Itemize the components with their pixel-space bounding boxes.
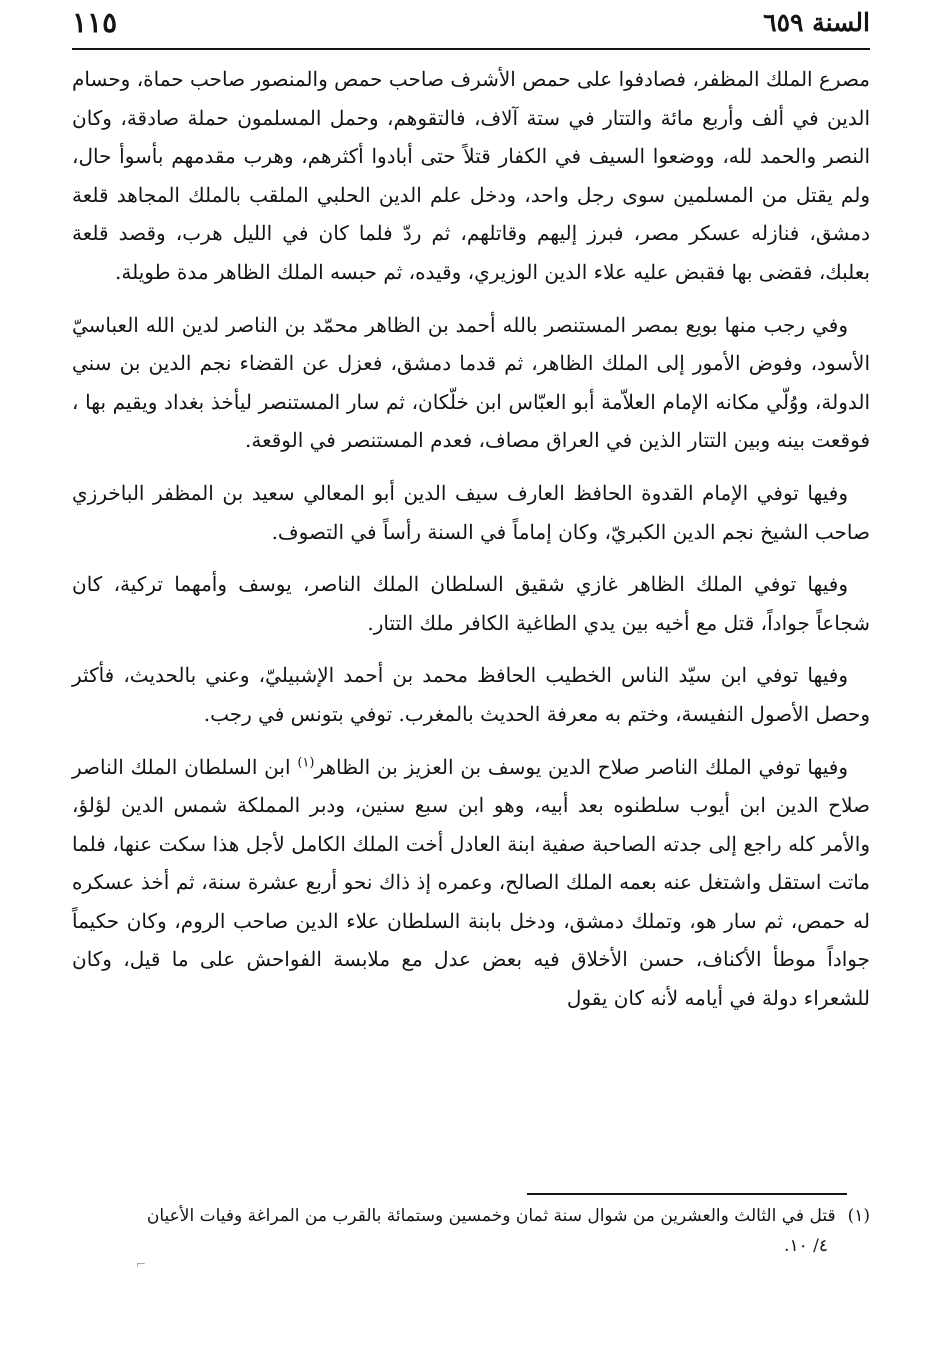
paragraph: وفيها توفي ابن سيّد الناس الخطيب الحافظ محمد بن أحمد الإشبيليّ، وعني بالحديث، فأكثر وحصل الأصول النفيسة، وختم به معرفة الحديث بالمغرب. توفي بتونس في رجب. [72,663,870,726]
footnote-reference: (١) [297,754,315,770]
paragraph [72,748,870,1018]
running-header [72,6,870,44]
paragraph-text: وفيها توفي الملك الناصر صلاح الدين يوسف بن العزيز بن الظاهر [314,754,848,779]
header-rule [72,48,870,50]
page-number: ١١٥ [72,6,118,39]
running-title: السنة ٦٥٩ [763,8,870,37]
scan-mark: ⌐ [136,1257,147,1271]
paragraph: وفيها توفي الملك الظاهر غازي شقيق السلطان الملك الناصر، يوسف وأمهما تركية، كان شجاعاً جواداً، قتل مع أخيه بين يدي الطاغية الكافر ملك التتار. [72,572,870,635]
footnote-rule [527,1193,847,1195]
main-text [72,60,870,1018]
footnote-citation: ٤/ ١٠. [784,1236,828,1256]
paragraph: وفي رجب منها بويع بمصر المستنصر بالله أحمد بن الظاهر محمّد بن الناصر لدين الله العباسيّ الأسود، وفوض الأمور إلى الملك الظاهر، ثم قدما دمشق، فعزل عن القضاء نجم الدين بن سني الدولة، ووُلّي مكانه الإمام العلاّمة أبو العبّاس ابن خلّكان، ثم سار المستنصر ليأخذ بغداد ويقيم بها ، فوقعت بينه وبين التتار الذين في العراق مصاف، فعدم المستنصر في الوقعة. [72,312,870,453]
paragraph: وفيها توفي الإمام القدوة الحافظ العارف سيف الدين أبو المعالي سعيد بن المظفر الباخرزي صاحب الشيخ نجم الدين الكبريّ، وكان إماماً في السنة رأساً في التصوف. [72,480,870,544]
footnote-text: قتل في الثالث والعشرين من شوال سنة ثمان وخمسين وستمائة بالقرب من المراغة وفيات الأعيان [146,1206,836,1226]
footnote-marker: (١) [847,1206,870,1226]
footnote [64,1201,870,1261]
paragraph: مصرع الملك المظفر، فصادفوا على حمص الأشرف صاحب حمص والمنصور صاحب حماة، وحسام الدين في ألف وأربع مائة والتتار في ستة آلاف، فالتقوهم، وحمل المسلمون حملة صادقة، وكان النصر والحمد لله، ووضعوا السيف في الكفار قتلاً حتى أبادوا أكثرهم، وهرب مقدمهم بأسوأ حال، ولم يقتل من المسلمين سوى رجل واحد، ودخل علم الدين الحلبي الملقب بالملك المجاهد قلعة دمشق، فنازله عسكر مصر، فبرز إليهم وقاتلهم، ثم ردّ فلما كان في الليل هرب، وقصد قلعة بعلبك، فقضى بها فقبض عليه علاء الدين الوزيري، وقيده، ثم حبسه الملك الظاهر مدة طويلة. [72,67,870,284]
paragraph-text: ابن السلطان الملك الناصر صلاح الدين ابن أيوب سلطنوه بعد أبيه، وهو ابن سبع سنين، ودبر المملكة شمس الدين لؤلؤ، والأمر كله راجع إلى جدته الصاحبة صفية ابنة العادل أخت الملك الكامل لأجل هذا سكت عنها، فلما ماتت استقل واشتغل عنه بعمه الملك الصالح، وعمره إذ ذاك نحو أربع عشرة سنة، ثم أخذ عسكره له حمص، ثم سار هو، وتملك دمشق، ودخل بابنة السلطان علاء الدين صاحب الروم، وكان حكيماً جواداً موطأ الأكناف، حسن الأخلاق فيه بعض عدل مع ملابسة الفواحش على ما قيل، وكان للشعراء دولة في أيامه لأنه كان يقول [72,754,871,1011]
